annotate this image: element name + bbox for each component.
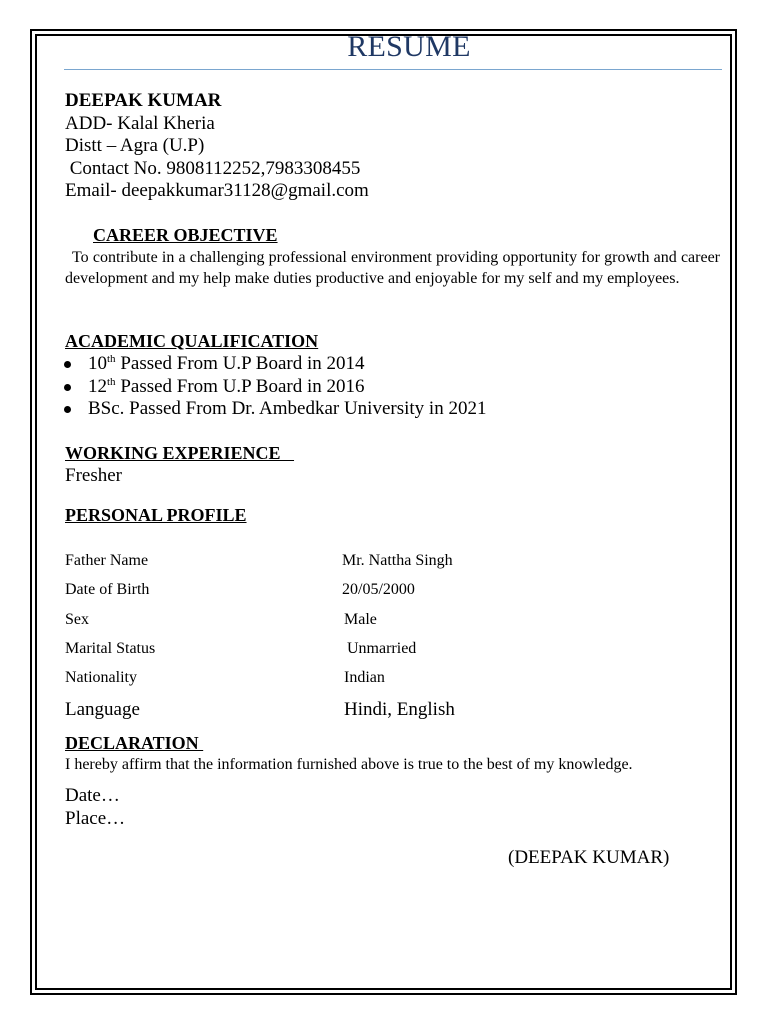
applicant-name: DEEPAK KUMAR <box>65 90 222 111</box>
working-experience-value: Fresher <box>65 465 122 486</box>
list-item: 10th Passed From U.P Board in 2014 <box>62 353 486 376</box>
title-divider <box>64 69 722 70</box>
contact-number-line: Contact No. 9808112252,7983308455 <box>65 158 361 179</box>
bullet-icon <box>64 361 71 368</box>
working-experience-heading: WORKING EXPERIENCE <box>65 443 295 463</box>
profile-label-sex: Sex <box>65 611 89 628</box>
academic-qualification-list <box>62 353 486 421</box>
address-line: ADD- Kalal Kheria <box>65 113 215 134</box>
profile-value-language: Hindi, English <box>344 699 455 720</box>
list-item: BSc. Passed From Dr. Ambedkar University in 2021 <box>62 398 486 421</box>
declaration-text: I hereby affirm that the information furnished above is true to the best of my knowledge. <box>65 756 633 773</box>
profile-value-dob: 20/05/2000 <box>342 581 415 598</box>
profile-label-marital-status: Marital Status <box>65 640 156 657</box>
academic-qualification-heading: ACADEMIC QUALIFICATION <box>65 331 319 351</box>
profile-label-dob: Date of Birth <box>65 581 150 598</box>
profile-label-father-name: Father Name <box>65 552 149 569</box>
declaration-heading: DECLARATION <box>65 733 204 753</box>
career-objective-text: To contribute in a challenging professional environment providing opportunity for growth and career development and my help make duties productive and enjoyable for my self and my employees. <box>65 249 720 287</box>
personal-profile-heading: PERSONAL PROFILE <box>65 505 247 525</box>
profile-value-sex: Male <box>344 611 377 628</box>
date-line: Date… <box>65 785 120 806</box>
profile-value-father-name: Mr. Nattha Singh <box>342 552 453 569</box>
district-line: Distt – Agra (U.P) <box>65 135 205 156</box>
resume-title: RESUME <box>347 30 471 63</box>
bullet-icon <box>64 384 71 391</box>
profile-label-nationality: Nationality <box>65 669 137 686</box>
email-line: Email- deepakkumar31128@gmail.com <box>65 180 369 201</box>
place-line: Place… <box>65 808 126 829</box>
signature-name: (DEEPAK KUMAR) <box>508 847 670 868</box>
bullet-icon <box>64 406 71 413</box>
career-objective-heading: CAREER OBJECTIVE <box>93 225 278 245</box>
list-item: 12th Passed From U.P Board in 2016 <box>62 376 486 399</box>
profile-label-language: Language <box>65 699 140 720</box>
profile-value-marital-status: Unmarried <box>347 640 417 657</box>
profile-value-nationality: Indian <box>344 669 385 686</box>
